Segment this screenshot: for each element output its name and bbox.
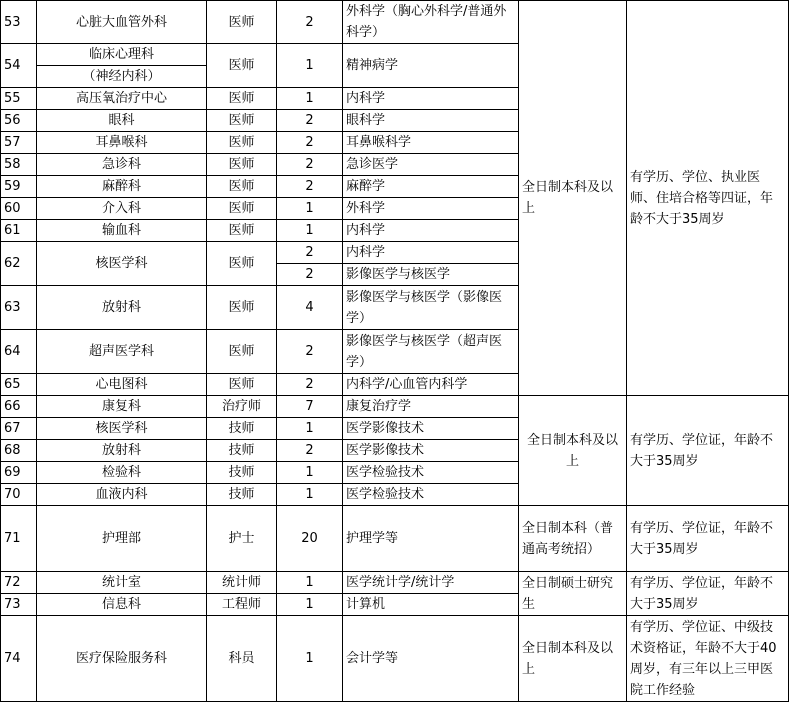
- headcount: 1: [277, 572, 343, 594]
- department: 统计室: [37, 572, 207, 594]
- headcount: 1: [277, 220, 343, 242]
- major: 内科学: [343, 242, 519, 264]
- major: 计算机: [343, 594, 519, 616]
- headcount: 2: [277, 330, 343, 374]
- position: 护士: [207, 506, 277, 572]
- table-row: [1, 396, 789, 418]
- education-requirement: 全日制本科及以上: [519, 1, 627, 396]
- position: 技师: [207, 484, 277, 506]
- headcount: 1: [277, 44, 343, 88]
- row-number: 60: [1, 198, 37, 220]
- row-number: 56: [1, 110, 37, 132]
- headcount: 2: [277, 1, 343, 44]
- position: 医师: [207, 110, 277, 132]
- department: 核医学科: [37, 418, 207, 440]
- other-requirement: 有学历、学位证，年龄不大于35周岁: [627, 572, 789, 616]
- headcount: 7: [277, 396, 343, 418]
- position: 医师: [207, 132, 277, 154]
- row-number: 72: [1, 572, 37, 594]
- position: 技师: [207, 462, 277, 484]
- position: 医师: [207, 44, 277, 88]
- major: 医学影像技术: [343, 418, 519, 440]
- major: 医学影像技术: [343, 440, 519, 462]
- headcount: 1: [277, 198, 343, 220]
- row-number: 59: [1, 176, 37, 198]
- major: 医学检验技术: [343, 484, 519, 506]
- headcount: 2: [277, 176, 343, 198]
- row-number: 55: [1, 88, 37, 110]
- department: 核医学科: [37, 242, 207, 286]
- position: 技师: [207, 418, 277, 440]
- education-requirement: 全日制本科（普通高考统招）: [519, 506, 627, 572]
- department: 放射科: [37, 440, 207, 462]
- table-row: [1, 506, 789, 572]
- department: 急诊科: [37, 154, 207, 176]
- department: 血液内科: [37, 484, 207, 506]
- row-number: 61: [1, 220, 37, 242]
- education-requirement: 全日制本科及以上: [519, 396, 627, 506]
- row-number: 53: [1, 1, 37, 44]
- headcount: 2: [277, 374, 343, 396]
- major: 医学统计学/统计学: [343, 572, 519, 594]
- position: 医师: [207, 374, 277, 396]
- row-number: 58: [1, 154, 37, 176]
- row-number: 74: [1, 616, 37, 702]
- department: 麻醉科: [37, 176, 207, 198]
- major: 影像医学与核医学（超声医学）: [343, 330, 519, 374]
- row-number: 62: [1, 242, 37, 286]
- major: 医学检验技术: [343, 462, 519, 484]
- headcount: 2: [277, 264, 343, 286]
- department: 输血科: [37, 220, 207, 242]
- headcount: 2: [277, 242, 343, 264]
- department-line-1: 临床心理科: [37, 44, 207, 66]
- row-number: 69: [1, 462, 37, 484]
- major: 内科学/心血管内科学: [343, 374, 519, 396]
- major: 急诊医学: [343, 154, 519, 176]
- major: 内科学: [343, 88, 519, 110]
- education-requirement: 全日制本科及以上: [519, 616, 627, 702]
- position: 统计师: [207, 572, 277, 594]
- major: 外科学: [343, 198, 519, 220]
- position: 医师: [207, 88, 277, 110]
- headcount: 1: [277, 462, 343, 484]
- headcount: 1: [277, 418, 343, 440]
- major: 耳鼻喉科学: [343, 132, 519, 154]
- department: 心脏大血管外科: [37, 1, 207, 44]
- row-number: 65: [1, 374, 37, 396]
- department: 护理部: [37, 506, 207, 572]
- row-number: 71: [1, 506, 37, 572]
- position: 医师: [207, 220, 277, 242]
- row-number: 73: [1, 594, 37, 616]
- row-number: 57: [1, 132, 37, 154]
- headcount: 1: [277, 484, 343, 506]
- headcount: 1: [277, 594, 343, 616]
- position: 工程师: [207, 594, 277, 616]
- major: 护理学等: [343, 506, 519, 572]
- other-requirement: 有学历、学位证，年龄不大于35周岁: [627, 396, 789, 506]
- position: 医师: [207, 242, 277, 286]
- major: 影像医学与核医学（影像医学）: [343, 286, 519, 330]
- major: 外科学（胸心外科学/普通外科学）: [343, 1, 519, 44]
- department: 放射科: [37, 286, 207, 330]
- headcount: 2: [277, 110, 343, 132]
- department: 心电图科: [37, 374, 207, 396]
- table-row: [1, 616, 789, 702]
- position: 治疗师: [207, 396, 277, 418]
- major: 内科学: [343, 220, 519, 242]
- other-requirement: 有学历、学位证、中级技术资格证，年龄不大于40周岁，有三年以上三甲医院工作经验: [627, 616, 789, 702]
- other-requirement: 有学历、学位、执业医师、住培合格等四证，年龄不大于35周岁: [627, 1, 789, 396]
- department-line-2: （神经内科）: [37, 66, 207, 88]
- major: 会计学等: [343, 616, 519, 702]
- position: 医师: [207, 330, 277, 374]
- major: 眼科学: [343, 110, 519, 132]
- department: 介入科: [37, 198, 207, 220]
- position: 科员: [207, 616, 277, 702]
- position: 医师: [207, 286, 277, 330]
- education-requirement: 全日制硕士研究生: [519, 572, 627, 616]
- department: 超声医学科: [37, 330, 207, 374]
- row-number: 64: [1, 330, 37, 374]
- row-number: 66: [1, 396, 37, 418]
- department: 检验科: [37, 462, 207, 484]
- headcount: 2: [277, 154, 343, 176]
- position: 医师: [207, 154, 277, 176]
- position: 医师: [207, 198, 277, 220]
- major: 麻醉学: [343, 176, 519, 198]
- headcount: 2: [277, 132, 343, 154]
- department: 眼科: [37, 110, 207, 132]
- major: 精神病学: [343, 44, 519, 88]
- headcount: 2: [277, 440, 343, 462]
- department: 医疗保险服务科: [37, 616, 207, 702]
- row-number: 68: [1, 440, 37, 462]
- headcount: 1: [277, 88, 343, 110]
- table-row: [1, 572, 789, 594]
- major: 康复治疗学: [343, 396, 519, 418]
- position: 医师: [207, 176, 277, 198]
- row-number: 67: [1, 418, 37, 440]
- major: 影像医学与核医学: [343, 264, 519, 286]
- department: 高压氧治疗中心: [37, 88, 207, 110]
- other-requirement: 有学历、学位证，年龄不大于35周岁: [627, 506, 789, 572]
- row-number: 70: [1, 484, 37, 506]
- position: 医师: [207, 1, 277, 44]
- department: 康复科: [37, 396, 207, 418]
- department: 耳鼻喉科: [37, 132, 207, 154]
- headcount: 20: [277, 506, 343, 572]
- headcount: 1: [277, 616, 343, 702]
- position: 技师: [207, 440, 277, 462]
- department: 信息科: [37, 594, 207, 616]
- headcount: 4: [277, 286, 343, 330]
- table-row: [1, 1, 789, 44]
- row-number: 54: [1, 44, 37, 88]
- row-number: 63: [1, 286, 37, 330]
